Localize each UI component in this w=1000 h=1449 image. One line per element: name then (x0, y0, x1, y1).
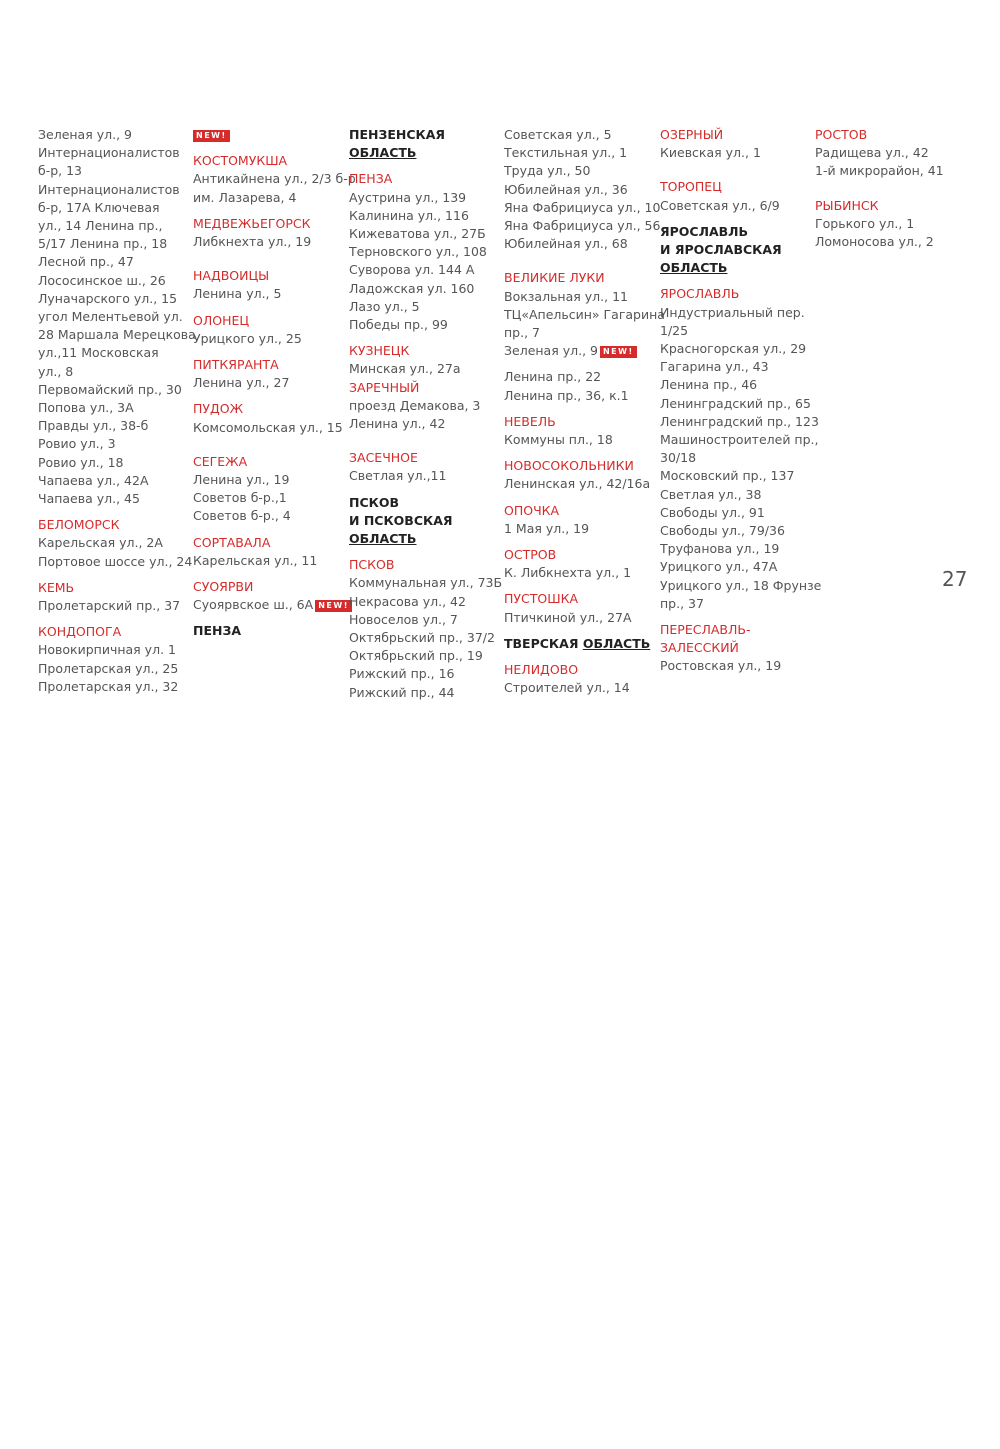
address: Светлая ул.,11 (349, 468, 447, 484)
address: 28 Маршала Мерецкова (38, 327, 196, 343)
address: Труфанова ул., 19 (660, 541, 780, 557)
column-3 (349, 126, 503, 702)
address: Труда ул., 50 (504, 163, 591, 179)
city-heading: РЫБИНСК (815, 197, 879, 213)
address: Свободы ул., 91 (660, 504, 765, 520)
address: Чапаева ул., 45 (38, 491, 140, 507)
address: Юбилейная ул., 36 (504, 181, 628, 197)
city-heading: ПЕНЗА (349, 171, 393, 187)
address: Урицкого ул., 47А (660, 559, 778, 575)
address-row (504, 342, 654, 360)
address: Минская ул., 27а (349, 361, 461, 377)
address: Вокзальная ул., 11 (504, 288, 628, 304)
address: Попова ул., 3А (38, 400, 134, 416)
address: Новокирпичная ул. 1 (38, 642, 176, 658)
address: Коммуны пл., 18 (504, 432, 613, 448)
city-heading: ЗАЛЕССКИЙ (660, 640, 739, 656)
address: Машиностроителей пр., (660, 432, 819, 448)
address: Калинина ул., 116 (349, 207, 469, 223)
address: Гагарина ул., 43 (660, 359, 769, 375)
address: Комсомольская ул., 15 (193, 419, 343, 435)
city-heading: ОЛОНЕЦ (193, 312, 250, 328)
city-heading: КУЗНЕЦК (349, 343, 410, 359)
page-number: 27 (942, 567, 968, 591)
address: Октябрьский пр., 19 (349, 648, 483, 664)
address: Зеленая ул., 9 (504, 343, 598, 359)
address: Ленина пр., 36, к.1 (504, 387, 629, 403)
region-heading: И ПСКОВСКАЯ (349, 512, 453, 528)
address: Строителей ул., 14 (504, 680, 630, 696)
address: 1/25 (660, 322, 689, 338)
city-heading: ПИТКЯРАНТА (193, 357, 279, 373)
address: Красногорская ул., 29 (660, 341, 807, 357)
region-heading: ПСКОВ (349, 494, 400, 510)
address: 1 Мая ул., 19 (504, 520, 590, 536)
city-heading: ЗАРЕЧНЫЙ (349, 379, 420, 395)
region-heading-part: ОБЛАСТЬ (582, 635, 651, 651)
city-heading: ТОРОПЕЦ (660, 179, 722, 195)
address: 1-й микрорайон, 41 (815, 163, 944, 179)
address: Лесной пр., 47 (38, 254, 134, 270)
address: Ленина ул., 27 (193, 375, 290, 391)
address: Портовое шоссе ул., 24 (38, 553, 193, 569)
address: Ленинская ул., 42/16а (504, 476, 651, 492)
address: им. Лазарева, 4 (193, 189, 297, 205)
city-heading: КЕМЬ (38, 579, 75, 595)
address: Интернационалистов (38, 145, 180, 161)
region-heading: ОБЛАСТЬ (349, 531, 417, 547)
city-heading: РОСТОВ (815, 127, 868, 142)
address: Некрасова ул., 42 (349, 593, 466, 609)
address: Ленинградский пр., 123 (660, 413, 819, 429)
city-heading: ВЕЛИКИЕ ЛУКИ (504, 270, 605, 286)
address: Карельская ул., 11 (193, 552, 318, 568)
city-heading: ОСТРОВ (504, 547, 557, 563)
address: Суоярвское ш., 6А (193, 597, 314, 613)
address: Ровио ул., 18 (38, 454, 124, 470)
city-heading: БЕЛОМОРСК (38, 517, 120, 533)
region-heading-part: ТВЕРСКАЯ (504, 635, 579, 651)
address: Правды ул., 38-б (38, 418, 149, 434)
address: Чапаева ул., 42А (38, 472, 149, 488)
city-heading: ЯРОСЛАВЛЬ (660, 286, 740, 302)
address: Ленина пр., 46 (660, 377, 758, 393)
address: Московский пр., 137 (660, 468, 795, 484)
new-badge: NEW! (315, 600, 352, 612)
city-heading: ОПОЧКА (504, 502, 560, 518)
address: ул.,11 Московская (38, 345, 159, 361)
address: Карельская ул., 2А (38, 535, 163, 551)
new-badge: NEW! (193, 130, 230, 142)
address: Ленина ул., 19 (193, 472, 290, 488)
address: Текстильная ул., 1 (504, 145, 628, 161)
region-heading: И ЯРОСЛАВСКАЯ (660, 242, 782, 258)
address: Урицкого ул., 18 Фрунзе (660, 577, 822, 593)
city-heading: КОНДОПОГА (38, 624, 122, 640)
new-badge: NEW! (600, 346, 637, 358)
address: Яна Фабрициуса ул., 10 (504, 199, 661, 215)
address: Советская ул., 5 (504, 127, 612, 142)
address: 5/17 Ленина пр., 18 (38, 236, 168, 252)
address: ул., 8 (38, 363, 74, 379)
address: Птичкиной ул., 27А (504, 609, 632, 625)
address: ТЦ«Апельсин» Гагарина (504, 306, 665, 322)
column-5 (660, 126, 822, 676)
city-heading: СУОЯРВИ (193, 579, 254, 595)
column-1 (38, 126, 196, 696)
address: Либкнехта ул., 19 (193, 234, 312, 250)
city-heading: ЗАСЕЧНОЕ (349, 450, 418, 466)
address: Терновского ул., 108 (349, 244, 487, 260)
address: Пролетарский пр., 37 (38, 598, 181, 614)
address: Аустрина ул., 139 (349, 189, 467, 205)
region-heading: ПЕНЗА (193, 623, 242, 639)
city-heading: ПЕРЕСЛАВЛЬ- (660, 622, 751, 638)
address: Победы пр., 99 (349, 317, 448, 333)
address: пр., 7 (504, 325, 540, 341)
address: Кижеватова ул., 27Б (349, 226, 486, 242)
address: Горького ул., 1 (815, 215, 915, 231)
city-heading: НЕЛИДОВО (504, 662, 579, 678)
address: Ленина пр., 22 (504, 369, 602, 385)
city-heading: МЕДВЕЖЬЕГОРСК (193, 215, 311, 231)
region-heading: ПЕНЗЕНСКАЯ (349, 127, 446, 142)
address: пр., 37 (660, 595, 704, 611)
address: Радищева ул., 42 (815, 145, 929, 161)
address: Урицкого ул., 25 (193, 330, 302, 346)
address: Ладожская ул. 160 (349, 280, 475, 296)
region-heading: ОБЛАСТЬ (660, 260, 728, 276)
address: Рижский пр., 16 (349, 666, 455, 682)
address: Пролетарская ул., 32 (38, 678, 179, 694)
address: Советов б-р., 4 (193, 508, 291, 524)
address: Индустриальный пер. (660, 304, 805, 320)
address: Ломоносова ул., 2 (815, 234, 934, 250)
city-heading: ПУДОЖ (193, 401, 244, 417)
address: Первомайский пр., 30 (38, 381, 182, 397)
region-heading: ЯРОСЛАВЛЬ (660, 223, 749, 239)
city-heading: ОЗЕРНЫЙ (660, 127, 724, 142)
address: Антикайнена ул., 2/3 б-р (193, 171, 356, 187)
address: Интернационалистов (38, 181, 180, 197)
city-heading: ПСКОВ (349, 557, 395, 573)
region-heading (504, 635, 654, 653)
address: Суворова ул. 144 А (349, 262, 475, 278)
column-2 (193, 126, 356, 641)
address: Луначарского ул., 15 (38, 290, 178, 306)
address: Лососинское ш., 26 (38, 272, 166, 288)
column-6 (815, 126, 965, 251)
city-heading: КОСТОМУКША (193, 153, 288, 169)
address: Рижский пр., 44 (349, 684, 455, 700)
city-heading: НОВОСОКОЛЬНИКИ (504, 458, 634, 474)
address: Ростовская ул., 19 (660, 658, 782, 674)
address: б-р, 13 (38, 163, 83, 179)
address: Киевская ул., 1 (660, 145, 761, 161)
address: Ленина ул., 42 (349, 416, 446, 432)
region-heading: ОБЛАСТЬ (349, 145, 417, 161)
address: Яна Фабрициуса ул., 56 (504, 218, 661, 234)
address: Светлая ул., 38 (660, 486, 762, 502)
address: ул., 14 Ленина пр., (38, 218, 163, 234)
column-4 (504, 126, 665, 697)
address: Советов б-р.,1 (193, 490, 287, 506)
city-heading: НАДВОИЦЫ (193, 268, 270, 284)
city-heading: ПУСТОШКА (504, 591, 579, 607)
address: Ровио ул., 3 (38, 436, 116, 452)
address: Октябрьский пр., 37/2 (349, 630, 495, 646)
address: Зеленая ул., 9 (38, 127, 132, 142)
address: Советская ул., 6/9 (660, 197, 780, 213)
address: проезд Демакова, 3 (349, 397, 481, 413)
address: К. Либкнехта ул., 1 (504, 565, 632, 581)
address: угол Мелентьевой ул. (38, 309, 183, 325)
address-row (193, 596, 349, 614)
address: Лазо ул., 5 (349, 298, 420, 314)
address: Юбилейная ул., 68 (504, 236, 628, 252)
address: Ленинградский пр., 65 (660, 395, 811, 411)
address: Пролетарская ул., 25 (38, 660, 179, 676)
address: Новоселов ул., 7 (349, 611, 458, 627)
address: 30/18 (660, 450, 697, 466)
address: Коммунальная ул., 73Б (349, 575, 503, 591)
city-heading: СЕГЕЖА (193, 453, 248, 469)
address: Ленина ул., 5 (193, 286, 282, 302)
city-heading: НЕВЕЛЬ (504, 413, 556, 429)
address: Свободы ул., 79/36 (660, 523, 785, 539)
address: б-р, 17А Ключевая (38, 199, 160, 215)
city-heading: СОРТАВАЛА (193, 534, 271, 550)
